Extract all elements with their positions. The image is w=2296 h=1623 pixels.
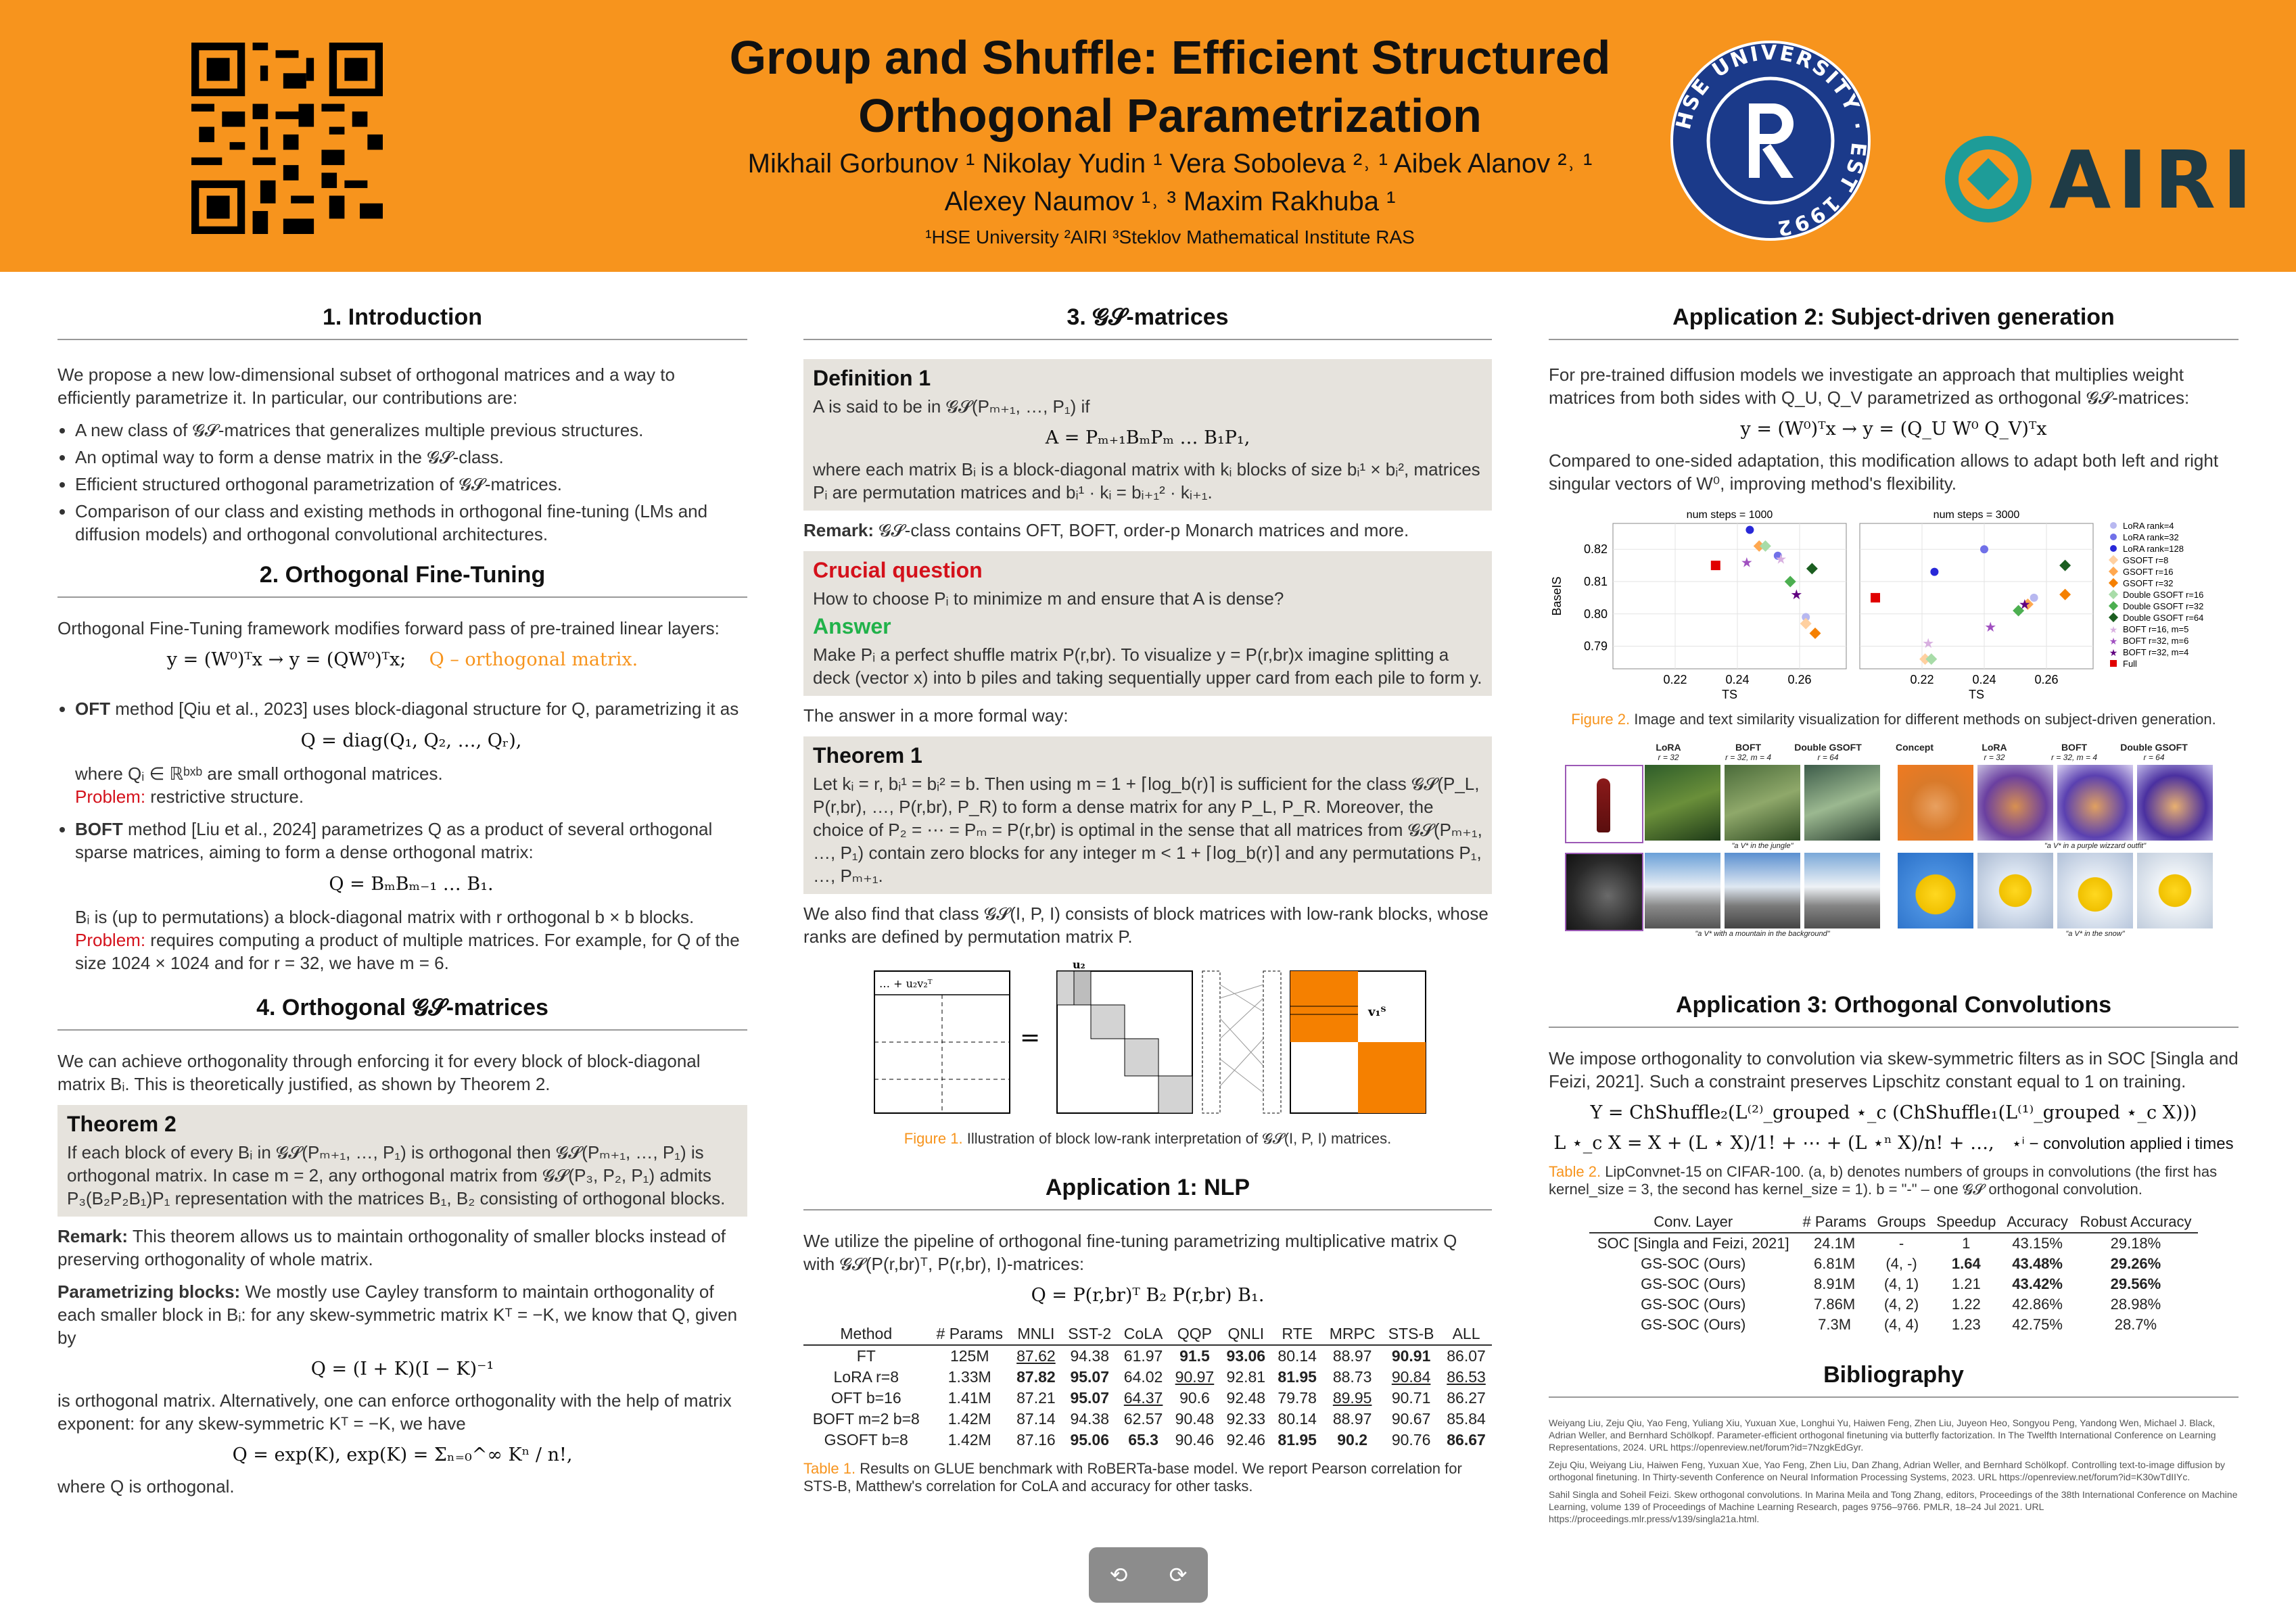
legend-marker xyxy=(2109,590,2118,599)
generated-image xyxy=(1645,853,1720,928)
data-point xyxy=(1871,593,1880,603)
theorem-1-title: Theorem 1 xyxy=(813,743,922,768)
app2-title: Application 2: Subject-driven generation xyxy=(1549,304,2239,340)
prompt-1: "a V* in the jungle" xyxy=(1731,842,1794,850)
airi-logo xyxy=(1941,132,2259,227)
img-label-dgsoft: Double GSOFT xyxy=(1794,742,1862,753)
exp-formula: Q = exp(K), exp(K) = Σₙ₌₀^∞ Kⁿ / n!, xyxy=(232,1444,573,1465)
app3-text: We impose orthogonality to convolution via skew-symmetric filters as in SOC [Singla and Feizi, 2021]. Such a constraint preserves Lipschitz constant equal to 1 on training. xyxy=(1549,1048,2239,1091)
contribution-2: • An optimal way to form a dense matrix in the 𝓖𝓢-class. xyxy=(75,446,747,469)
x-axis-label: TS xyxy=(1721,688,1738,701)
prompt-2: "a V* in a purple wizzard outfit" xyxy=(2044,842,2147,850)
legend-marker xyxy=(2109,555,2118,565)
lowrank-text: We also find that class 𝓖𝓢(I, P, I) consists of block matrices with low-rank blocks, whose ranks are defined by permutation matrix P. xyxy=(803,903,1489,947)
table-row: LoRA r=8 1.33M 87.82 95.07 64.02 90.97 92.81 81.95 88.73 90.84 86.53 xyxy=(833,1368,1486,1386)
definition-1-text-2: where each matrix Bᵢ is a block-diagonal matrix with kᵢ blocks of size bᵢ¹ × bᵢ², matrices Pᵢ are permutation matrices and bᵢ¹ · kᵢ = bᵢ₊₁² · kᵢ₊₁. xyxy=(813,459,1480,502)
legend-marker xyxy=(2110,660,2117,667)
airi-logo-text: AIRI xyxy=(2049,133,2259,227)
nlp-formula: Q = P(r,br)ᵀ B₂ P(r,br) B₁. xyxy=(1031,1285,1265,1306)
x-tick-label: 0.24 xyxy=(1972,673,1996,686)
legend-entry: GSOFT r=8 xyxy=(2123,555,2169,565)
img-label-boft: BOFT xyxy=(1735,742,1762,753)
prompt-4: "a V* in the snow" xyxy=(2065,930,2125,938)
table-row: GS-SOC (Ours) 7.86M (4, 2) 1.22 42.86% 28.98% xyxy=(1641,1296,2161,1313)
generated-images-grid: LoRA BOFT Double GSOFT Concept LoRA BOFT Double GSOFT r = 32 r = 32, m = 4 r = 64 r = 32 r = 32, m = 4 r = 64 "a V* in the jungle" "a V* in a purple wizzard outfit" "a V* with a mountain in the background" "a V* in the snow" xyxy=(1549,742,2239,945)
bib-entry-1: Weiyang Liu, Zeju Qiu, Yao Feng, Yuliang Xiu, Yuxuan Xue, Longhui Yu, Haiwen Feng, Zhen Liu, Juyeon Heo, Songyou Peng, Yandong Wen, Michael J. Black, Adrian Weller, and Bernhard Schölkopf. Parameter-efficient orthogonal finetuning via butterfly factorization. In The Twelfth International Conference on Learning Representations, 2024. URL https://openreview.net/forum?id=7NzgkEdGyr. xyxy=(1549,1417,2216,1453)
table-row: GS-SOC (Ours) 8.91M (4, 1) 1.21 43.42% 29.56% xyxy=(1641,1275,2161,1292)
app3-title: Application 3: Orthogonal Convolutions xyxy=(1549,992,2239,1028)
title-line-2: Orthogonal Parametrization xyxy=(858,89,1482,142)
img-label-lora-2: LoRA xyxy=(1982,742,2007,753)
fig1-v-label: v₁ᵀ xyxy=(1368,1005,1386,1019)
data-point: ★ xyxy=(1790,586,1803,603)
img-label-boft-2: BOFT xyxy=(2061,742,2088,753)
legend-marker xyxy=(2109,601,2118,611)
legend-entry: Double GSOFT r=16 xyxy=(2123,590,2204,600)
conv-formula-note: ⋆ⁱ − convolution applied i times xyxy=(2011,1135,2234,1153)
ogs-remark: Remark: This theorem allows us to maintain orthogonality of smaller blocks instead of preserving orthogonality of whole matrix. xyxy=(57,1226,726,1269)
figure-2-caption: Figure 2. Image and text similarity visualization for different methods on subject-driven generation. xyxy=(1571,711,2216,728)
gs-title: 3. 𝓖𝓢-matrices xyxy=(803,304,1492,340)
oft-where: where Qᵢ ∈ ℝᵇˣᵇ are small orthogonal matrices. xyxy=(75,763,443,784)
legend-entry: BOFT r=32, m=4 xyxy=(2123,647,2189,657)
definition-1-box xyxy=(803,359,1492,511)
legend-entry: Full xyxy=(2123,659,2137,669)
boft-method: • BOFT method [Liu et al., 2024] parametrizes Q as a product of several orthogonal sparse matrices, aiming to form a dense orthogonal matrix: Q = BₘBₘ₋₁ … B₁. Bᵢ is (up to permutations) a block-diagonal matrix with r orthogonal b × b blocks. Problem: requires computing a product of multiple matrices. For example, for Q of the size 1024 × 1024 and for r = 32, we have m = 6. xyxy=(75,818,747,974)
authors-line-1: Mikhail Gorbunov ¹ Nikolay Yudin ¹ Vera Soboleva ²˒ ¹ Aibek Alanov ²˒ ¹ xyxy=(747,149,1593,179)
svg-text:=: = xyxy=(1020,1024,1041,1052)
legend-entry: GSOFT r=16 xyxy=(2123,567,2174,577)
table-row: GSOFT b=8 1.42M 87.16 95.06 65.3 90.46 92.46 81.95 90.2 90.76 86.67 xyxy=(824,1431,1486,1449)
generated-image xyxy=(2137,853,2213,928)
generated-image xyxy=(1725,765,1800,841)
oft-method: • OFT method [Qiu et al., 2023] uses block-diagonal structure for Q, parametrizing it as Q = diag(Q₁, Q₂, …, Qᵣ), where Qᵢ ∈ ℝᵇˣᵇ are small orthogonal matrices. Problem: restrictive structure. xyxy=(75,697,747,808)
nlp-text: We utilize the pipeline of orthogonal fine-tuning parametrizing multiplicative matrix Q with 𝓖𝓢(P(r,br)ᵀ, P(r,br), I)-matrices: xyxy=(803,1231,1457,1274)
poster-title xyxy=(609,28,1731,145)
legend-entry: GSOFT r=32 xyxy=(2123,578,2174,588)
crucial-question-title: Crucial question xyxy=(813,558,983,582)
rotate-left-icon[interactable]: ⟲ xyxy=(1109,1563,1128,1587)
prompt-3: "a V* with a mountain in the background" xyxy=(1695,930,1830,938)
definition-1-text: A is said to be in 𝓖𝓢(Pₘ₊₁, …, P₁) if xyxy=(813,396,1090,417)
lipconvnet-table xyxy=(1589,1212,2198,1335)
theorem-1-box xyxy=(803,736,1492,894)
figure-1-diagram xyxy=(803,958,1492,1120)
generated-image xyxy=(1725,853,1800,928)
hse-university-logo xyxy=(1669,39,1872,242)
generated-image xyxy=(1565,853,1643,931)
y-tick-label: 0.82 xyxy=(1583,542,1608,557)
contributions-list xyxy=(57,419,747,546)
data-point xyxy=(2030,594,2038,602)
plot-title: num steps = 1000 xyxy=(1686,509,1773,521)
table-row: GS-SOC (Ours) 6.81M (4, -) 1.64 43.48% 29.26% xyxy=(1641,1255,2161,1272)
fig1-u2-label: u₂ xyxy=(1073,958,1085,971)
legend-entry: LoRA rank=128 xyxy=(2123,544,2184,554)
contribution-1: • A new class of 𝓖𝓢-matrices that generalizes multiple previous structures. xyxy=(75,419,747,442)
authors xyxy=(609,145,1731,220)
glue-table xyxy=(803,1323,1492,1451)
viewer-controls xyxy=(1089,1547,1208,1603)
intro-text: We propose a new low-dimensional subset of orthogonal matrices and a way to efficiently parametrize it. In particular, our contributions are: xyxy=(57,364,675,408)
x-tick-label: 0.26 xyxy=(1787,673,1812,686)
bib-entry-3: Sahil Singla and Soheil Feizi. Skew orthogonal convolutions. In Marina Meila and Tong Zhang, editors, Proceedings of the 38th International Conference on Machine Learning, volume 139 of Proceedings of Machine Learning Research, pages 9756–9766. PMLR, 18–24 Jul 2021. URL https://proceedings.mlr.press/v139/singla21a.html. xyxy=(1549,1489,2238,1524)
authors-line-2: Alexey Naumov ¹˒ ³ Maxim Rakhuba ¹ xyxy=(944,187,1396,216)
title-line-1: Group and Shuffle: Efficient Structured xyxy=(729,31,1611,84)
gs-remark: Remark: 𝓖𝓢-class contains OFT, BOFT, order-p Monarch matrices and more. xyxy=(803,520,1409,540)
data-point xyxy=(1711,561,1720,570)
oft-formula-note: Q – orthogonal matrix. xyxy=(429,649,638,670)
oft-title: 2. Orthogonal Fine-Tuning xyxy=(57,562,747,598)
cayley-formula: Q = (I + K)(I − K)⁻¹ xyxy=(310,1359,494,1380)
legend-marker xyxy=(2109,613,2118,622)
img-label-lora: LoRA xyxy=(1656,742,1681,753)
data-point: ★ xyxy=(1775,550,1787,567)
legend-marker: ★ xyxy=(2109,648,2118,659)
img-label-dgsoft-2: Double GSOFT xyxy=(2120,742,2188,753)
x-axis-label: TS xyxy=(1968,688,1985,701)
conv-formula-2: L ⋆_c X = X + (L ⋆ X)/1! + ⋯ + (L ⋆ⁿ X)/n! + …, ⋆ⁱ − convolution applied i times xyxy=(1553,1133,2234,1154)
left-column xyxy=(57,304,747,1507)
contribution-4: • Comparison of our class and existing methods in orthogonal fine-tuning (LMs and diffusion models) and orthogonal convolutional architectures. xyxy=(75,500,747,546)
table-1-caption: Table 1. Results on GLUE benchmark with RoBERTa-base model. We report Pearson correlation for STS-B, Matthew's correlation for CoLA and accuracy for other tasks. xyxy=(803,1460,1462,1495)
oft-formula: y = (W⁰)ᵀx → y = (QW⁰)ᵀx; Q – orthogonal matrix. xyxy=(166,649,638,670)
intro-title: 1. Introduction xyxy=(57,304,747,340)
legend-marker xyxy=(2109,567,2118,576)
data-point xyxy=(1980,545,1988,553)
glue-header-row: Method # Params MNLI SST-2 CoLA QQP QNLI RTE MRPC STS-B ALL xyxy=(803,1323,1492,1345)
poster-header xyxy=(0,0,2296,272)
generated-image xyxy=(2057,853,2133,928)
generated-image xyxy=(1977,853,2053,928)
bib-entry-2: Zeju Qiu, Weiyang Liu, Haiwen Feng, Yuxuan Xue, Yao Feng, Zhen Liu, Dan Zhang, Adrian Weller, and Bernhard Schölkopf. Controlling text-to-image diffusion by orthogonal finetuning. In Thirty-seventh Conference on Neural Information Processing Systems, 2023. URL https://openreview.net/forum?id=K30wTdIIYc. xyxy=(1549,1459,2226,1482)
generated-image xyxy=(2057,765,2133,841)
middle-column xyxy=(803,304,1492,1509)
data-point: ★ xyxy=(1984,618,1997,635)
ogs-text: We can achieve orthogonality through enforcing it for every block of block-diagonal matrix Bᵢ. This is theoretically justified, as shown by Theorem 2. xyxy=(57,1051,701,1094)
legend-entry: LoRA rank=32 xyxy=(2123,532,2179,542)
definition-1-formula: A = Pₘ₊₁BₘPₘ … B₁P₁, xyxy=(1045,427,1250,448)
x-tick-label: 0.26 xyxy=(2034,673,2059,686)
table-row: BOFT m=2 b=8 1.42M 87.14 94.38 62.57 90.48 92.33 80.14 88.97 90.67 85.84 xyxy=(812,1410,1486,1428)
app2-text: For pre-trained diffusion models we investigate an approach that multiplies weight matrices from both sides with Q_U, Q_V parametrized as orthogonal 𝓖𝓢-matrices: xyxy=(1549,364,2190,408)
table-row: FT 125M 87.62 94.38 61.97 91.5 93.06 80.14 88.97 90.91 86.07 xyxy=(856,1347,1486,1365)
legend-entry: Double GSOFT r=64 xyxy=(2123,613,2204,623)
generated-image xyxy=(1565,765,1643,843)
definition-1-title: Definition 1 xyxy=(813,366,931,390)
legend-entry: BOFT r=32, m=6 xyxy=(2123,636,2189,646)
crucial-question-box xyxy=(803,551,1492,696)
oft-intro: Orthogonal Fine-Tuning framework modifies forward pass of pre-trained linear layers: xyxy=(57,618,720,638)
legend-marker xyxy=(2110,522,2117,529)
legend-entry: BOFT r=16, m=5 xyxy=(2123,624,2189,634)
affiliations: ¹HSE University ²AIRI ³Steklov Mathematical Institute RAS xyxy=(925,227,1415,248)
data-point: ★ xyxy=(1740,554,1753,571)
y-tick-label: 0.79 xyxy=(1583,639,1608,653)
table-row: SOC [Singla and Feizi, 2021] 24.1M - 1 43.15% 29.18% xyxy=(1597,1235,2161,1252)
conv-formula-1: Y = ChShuffle₂(L⁽²⁾_grouped ⋆_c (ChShuffle₁(L⁽¹⁾_grouped ⋆_c X))) xyxy=(1590,1102,2197,1123)
answer-text: Make Pᵢ a perfect shuffle matrix P(r,br). To visualize y = P(r,br)x imagine splitting a deck (vector x) into b piles and taking sequentially upper card from each pile to form y. xyxy=(813,644,1482,688)
x-tick-label: 0.22 xyxy=(1910,673,1934,686)
ogs-title: 4. Orthogonal 𝓖𝓢-matrices xyxy=(57,995,747,1031)
legend-entry: Double GSOFT r=32 xyxy=(2123,601,2204,611)
seal-text: HSE UNIVERSITY · EST 1992 xyxy=(1671,41,1871,241)
table-2-caption: Table 2. LipConvnet-15 on CIFAR-100. (a, b) denotes numbers of groups in convolutions (the first has kernel_size = 3, the second has kernel_size = 1). b = "-" – one 𝓖𝓢 orthogonal convolution. xyxy=(1549,1163,2218,1198)
ogs-end: where Q is orthogonal. xyxy=(57,1476,235,1497)
theorem-2-title: Theorem 2 xyxy=(67,1112,177,1136)
theorem-1-text: Let kᵢ = r, bᵢ¹ = bᵢ² = b. Then using m = 1 + ⌈log_b(r)⌉ is sufficient for the class 𝓖𝓢(P_L, P(r,br), …, P(r,br), P_R) to form a dense matrix for any P_L, P_R. Moreover, the choice of P₂ = ⋯ = Pₘ = P(r,br) is optimal in the sense that all matrices from 𝓖𝓢(Pₘ₊₁, …, P₁) contain zero blocks for any integer m < 1 + ⌈log_b(r)⌉ and any permutations P₁, …, Pₘ₊₁. xyxy=(813,774,1482,886)
rotate-right-icon[interactable]: ⟳ xyxy=(1169,1563,1188,1587)
oft-methods xyxy=(57,697,747,974)
legend-marker: ★ xyxy=(2109,625,2118,636)
boft-where: Bᵢ is (up to permutations) a block-diagonal matrix with r orthogonal b × b blocks. xyxy=(75,907,695,927)
generated-image xyxy=(1645,765,1720,841)
plot-title: num steps = 3000 xyxy=(1933,509,2020,521)
plot-frame xyxy=(1860,523,2093,669)
plot-frame xyxy=(1613,523,1846,669)
table-row: OFT b=16 1.41M 87.21 95.07 64.37 90.6 92.48 79.78 89.95 90.71 86.27 xyxy=(830,1389,1486,1407)
right-column xyxy=(1549,304,2239,1530)
legend-marker xyxy=(2109,578,2118,588)
bibliography-list xyxy=(1549,1417,2239,1525)
legend-entry: LoRA rank=4 xyxy=(2123,521,2174,531)
formal-intro: The answer in a more formal way: xyxy=(803,705,1069,726)
img-label-concept: Concept xyxy=(1896,742,1934,753)
data-point: ★ xyxy=(2018,596,2031,613)
bibliography-title: Bibliography xyxy=(1549,1362,2239,1398)
theorem-2-box xyxy=(57,1105,747,1217)
x-tick-label: 0.24 xyxy=(1725,673,1750,686)
y-tick-label: 0.81 xyxy=(1583,575,1608,588)
similarity-scatter-plots xyxy=(1549,504,2239,701)
data-point: ★ xyxy=(1922,634,1935,651)
generated-image xyxy=(1898,853,1973,928)
app2-text-2: Compared to one-sided adaptation, this modification allows to adapt both left and right singular vectors of W⁰, improving method's flexibility. xyxy=(1549,450,2219,494)
oft-problem: Problem: restrictive structure. xyxy=(75,786,304,807)
legend-marker xyxy=(2110,545,2117,552)
generated-image xyxy=(1804,853,1880,928)
contribution-3: • Efficient structured orthogonal parametrization of 𝓖𝓢-matrices. xyxy=(75,473,747,496)
legend-marker: ★ xyxy=(2109,636,2118,647)
data-point xyxy=(1746,526,1754,534)
figure-1-caption: Figure 1. Illustration of block low-rank interpretation of 𝓖𝓢(I, P, I) matrices. xyxy=(904,1130,1392,1147)
generated-image xyxy=(1977,765,2053,841)
crucial-question-text: How to choose Pᵢ to minimize m and ensure that A is dense? xyxy=(813,588,1284,609)
generated-image xyxy=(1898,765,1973,841)
oft-diag-formula: Q = diag(Q₁, Q₂, …, Qᵣ), xyxy=(300,730,522,751)
qr-code-icon[interactable] xyxy=(191,43,383,234)
y-axis-label: BaseIS xyxy=(1550,576,1564,616)
data-point xyxy=(1930,568,1938,576)
app2-formula: y = (W⁰)ᵀx → y = (Q_U W⁰ Q_V)ᵀx xyxy=(1740,419,2047,440)
lip-header-row: Conv. Layer # Params Groups Speedup Accuracy Robust Accuracy xyxy=(1589,1212,2198,1233)
y-tick-label: 0.80 xyxy=(1583,607,1608,621)
generated-image xyxy=(1804,765,1880,841)
boft-problem: Problem: requires computing a product of multiple matrices. For example, for Q of the size 1024 × 1024 and for r = 32, we have m = 6. xyxy=(75,930,740,973)
theorem-2-text: If each block of every Bᵢ in 𝓖𝓢(Pₘ₊₁, …, P₁) is orthogonal then 𝓖𝓢(Pₘ₊₁, …, P₁) is orthogonal matrix. In case m = 2, any orthogonal matrix from 𝓖𝓢(P₃, P₂, P₁) admits P₃(B₂P₂B₁)P₁ representation with the matrices B₁, B₂ consisting of orthogonal blocks. xyxy=(67,1142,726,1208)
param-blocks: Parametrizing blocks: We mostly use Cayley transform to maintain orthogonality of each smaller block in Bᵢ: for any skew-symmetric matrix Kᵀ = −K, we know that Q, given by xyxy=(57,1281,738,1348)
table-row: GS-SOC (Ours) 7.3M (4, 4) 1.23 42.75% 28.7% xyxy=(1641,1316,2157,1333)
fig1-sum-label: … + u₂v₂ᵀ xyxy=(879,977,933,990)
answer-title: Answer xyxy=(813,614,891,638)
generated-image xyxy=(2137,765,2213,841)
boft-formula: Q = BₘBₘ₋₁ … B₁. xyxy=(329,874,494,895)
x-tick-label: 0.22 xyxy=(1663,673,1687,686)
legend-marker xyxy=(2110,534,2117,540)
nlp-title: Application 1: NLP xyxy=(803,1175,1492,1210)
exp-text: is orthogonal matrix. Alternatively, one can enforce orthogonality with the help of matrix exponent: for any skew-symmetric Kᵀ = −K, we have xyxy=(57,1390,732,1434)
